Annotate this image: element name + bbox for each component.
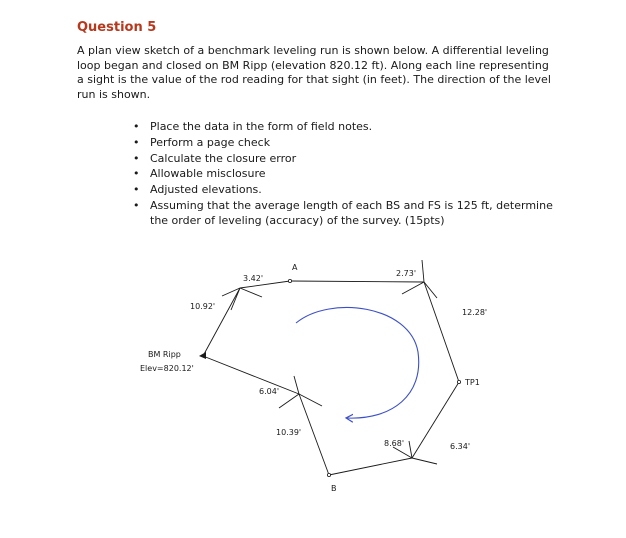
- bullet-icon: •: [133, 183, 140, 197]
- reading-10-92: 10.92': [190, 302, 216, 311]
- sight-line-b-to-inst4: [299, 394, 329, 475]
- task-text: Adjusted elevations.: [150, 183, 262, 197]
- task-text: Assuming that the average length of each BS and FS is 125 ft, determine the order of leveling (accuracy) of the survey. (15pts): [150, 198, 553, 227]
- reading-2-73: 2.73': [396, 269, 417, 278]
- label-point-tp1: TP1: [465, 378, 480, 387]
- bullet-icon: •: [133, 120, 140, 133]
- sight-line-inst4-to-bm: [203, 356, 299, 394]
- label-bm-name: BM Ripp: [148, 350, 181, 359]
- point-tp1-marker: [457, 380, 460, 383]
- sight-line-a-to-inst2: [290, 281, 424, 282]
- bullet-icon: •: [133, 198, 140, 212]
- instrument-setup-icon: [279, 376, 322, 408]
- label-point-b: B: [331, 484, 337, 493]
- reading-10-39: 10.39': [276, 428, 302, 437]
- task-text: Perform a page check: [150, 135, 271, 149]
- bullet-icon: •: [133, 167, 140, 181]
- question-title: Question 5: [77, 20, 157, 35]
- reading-6-34: 6.34': [450, 442, 471, 451]
- reading-6-04: 6.04': [259, 387, 280, 396]
- task-text: Calculate the closure error: [150, 151, 297, 165]
- point-a-marker: [288, 279, 291, 282]
- point-b-marker: [327, 473, 330, 476]
- bullet-icon: •: [133, 135, 140, 149]
- question-intro: A plan view sketch of a benchmark leveling run is shown below. A differential leveling loop began and closed on BM Ripp (elevation 820.12 ft). Along each line representing a sight is the value of the rod reading for that sight (in feet). The direction of the level run is shown.: [77, 44, 551, 101]
- instrument-setup-icon: [222, 288, 262, 310]
- task-text: Place the data in the form of field notes.: [150, 120, 373, 133]
- reading-8-68: 8.68': [384, 439, 405, 448]
- reading-3-42: 3.42': [243, 274, 264, 283]
- sight-line-inst2-to-tp1: [424, 282, 459, 382]
- bullet-icon: •: [133, 151, 140, 165]
- instrument-setup-icon: [402, 260, 437, 298]
- reading-12-28: 12.28': [462, 308, 488, 317]
- label-bm-elevation: Elev=820.12': [140, 364, 194, 373]
- label-point-a: A: [292, 263, 298, 272]
- task-text: Allowable misclosure: [150, 167, 266, 181]
- direction-arrow-icon: [296, 307, 419, 418]
- sight-line-bm-to-inst1: [203, 288, 240, 356]
- benchmark-icon: [199, 352, 206, 359]
- sight-line-inst3-to-b: [329, 458, 412, 475]
